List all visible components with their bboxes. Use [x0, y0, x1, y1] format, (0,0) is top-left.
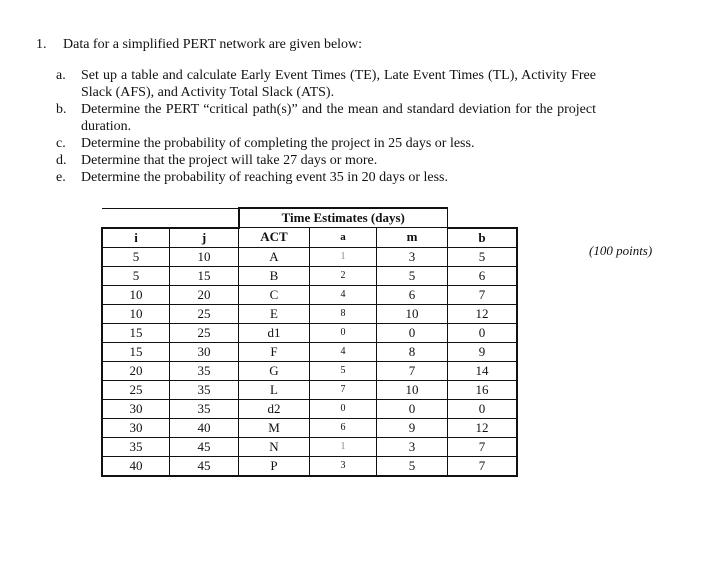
cell-act: d1 [239, 323, 310, 342]
cell-m: 10 [377, 304, 448, 323]
cell-j: 15 [170, 266, 239, 285]
cell-a: 6 [310, 418, 377, 437]
cell-m: 7 [377, 361, 448, 380]
part-a [56, 67, 596, 101]
cell-i: 10 [102, 304, 170, 323]
points-label: (100 points) [589, 243, 653, 258]
part-letter: b. [56, 102, 67, 117]
table-row [102, 304, 517, 323]
cell-i: 5 [102, 266, 170, 285]
part-e [56, 169, 596, 186]
blank-header-cell [448, 208, 518, 228]
question-number: 1. [36, 37, 47, 52]
cell-act: E [239, 304, 310, 323]
question-text: Data for a simplified PERT network are given below: [63, 37, 363, 52]
header-act: ACT [239, 228, 310, 248]
header-a: a [310, 228, 377, 248]
cell-act: F [239, 342, 310, 361]
cell-a: 0 [310, 323, 377, 342]
cell-i: 20 [102, 361, 170, 380]
cell-a: 1 [310, 247, 377, 266]
cell-act: B [239, 266, 310, 285]
cell-i: 15 [102, 342, 170, 361]
cell-b: 7 [448, 285, 518, 304]
blank-header-cell [102, 208, 170, 228]
cell-a: 3 [310, 456, 377, 476]
part-text: Determine that the project will take 27 days or more. [81, 153, 378, 168]
cell-b: 6 [448, 266, 518, 285]
cell-b: 16 [448, 380, 518, 399]
cell-a: 4 [310, 285, 377, 304]
cell-a: 7 [310, 380, 377, 399]
pert-data-table [101, 207, 518, 477]
cell-b: 0 [448, 399, 518, 418]
table-row [102, 247, 517, 266]
cell-m: 0 [377, 323, 448, 342]
cell-b: 0 [448, 323, 518, 342]
cell-i: 15 [102, 323, 170, 342]
part-letter: d. [56, 153, 67, 168]
cell-j: 20 [170, 285, 239, 304]
cell-i: 25 [102, 380, 170, 399]
header-j: j [170, 228, 239, 248]
question-parts-list [56, 67, 596, 186]
cell-a: 0 [310, 399, 377, 418]
table-row [102, 266, 517, 285]
cell-j: 35 [170, 399, 239, 418]
table-super-header-row [102, 208, 517, 228]
cell-i: 5 [102, 247, 170, 266]
table-row [102, 342, 517, 361]
cell-b: 12 [448, 418, 518, 437]
cell-m: 6 [377, 285, 448, 304]
cell-j: 30 [170, 342, 239, 361]
cell-act: P [239, 456, 310, 476]
cell-b: 14 [448, 361, 518, 380]
part-letter: e. [56, 170, 66, 185]
cell-j: 45 [170, 437, 239, 456]
cell-b: 5 [448, 247, 518, 266]
cell-b: 7 [448, 437, 518, 456]
cell-j: 10 [170, 247, 239, 266]
cell-i: 30 [102, 418, 170, 437]
cell-act: L [239, 380, 310, 399]
part-letter: a. [56, 68, 66, 83]
part-letter: c. [56, 136, 66, 151]
cell-j: 25 [170, 304, 239, 323]
cell-m: 3 [377, 247, 448, 266]
cell-j: 25 [170, 323, 239, 342]
table-header-row [102, 228, 517, 248]
header-b: b [448, 228, 518, 248]
cell-act: G [239, 361, 310, 380]
cell-a: 4 [310, 342, 377, 361]
cell-a: 5 [310, 361, 377, 380]
cell-m: 3 [377, 437, 448, 456]
question-heading [36, 37, 362, 53]
table-row [102, 456, 517, 476]
cell-a: 1 [310, 437, 377, 456]
cell-i: 40 [102, 456, 170, 476]
cell-a: 8 [310, 304, 377, 323]
cell-act: C [239, 285, 310, 304]
table-row [102, 418, 517, 437]
part-text: Set up a table and calculate Early Event Times (TE), Late Event Times (TL), Activity Free Slack (AFS), and Activity Total Slack (ATS). [81, 68, 596, 100]
table-row [102, 380, 517, 399]
cell-act: N [239, 437, 310, 456]
cell-i: 30 [102, 399, 170, 418]
table-row [102, 437, 517, 456]
cell-a: 2 [310, 266, 377, 285]
table-row [102, 323, 517, 342]
cell-m: 5 [377, 266, 448, 285]
cell-i: 35 [102, 437, 170, 456]
blank-header-cell [170, 208, 239, 228]
cell-m: 9 [377, 418, 448, 437]
cell-act: d2 [239, 399, 310, 418]
cell-j: 40 [170, 418, 239, 437]
part-d [56, 152, 596, 169]
part-text: Determine the PERT “critical path(s)” and the mean and standard deviation for the project duration. [81, 102, 596, 134]
cell-b: 9 [448, 342, 518, 361]
part-b [56, 101, 596, 135]
cell-b: 7 [448, 456, 518, 476]
table-row [102, 361, 517, 380]
cell-b: 12 [448, 304, 518, 323]
part-text: Determine the probability of reaching event 35 in 20 days or less. [81, 170, 449, 185]
cell-m: 8 [377, 342, 448, 361]
cell-i: 10 [102, 285, 170, 304]
cell-m: 0 [377, 399, 448, 418]
cell-m: 10 [377, 380, 448, 399]
table-row [102, 399, 517, 418]
cell-act: M [239, 418, 310, 437]
cell-j: 35 [170, 361, 239, 380]
time-estimates-header: Time Estimates (days) [239, 208, 448, 228]
header-i: i [102, 228, 170, 248]
cell-j: 35 [170, 380, 239, 399]
cell-act: A [239, 247, 310, 266]
table-row [102, 285, 517, 304]
header-m: m [377, 228, 448, 248]
part-text: Determine the probability of completing the project in 25 days or less. [81, 136, 475, 151]
cell-m: 5 [377, 456, 448, 476]
cell-j: 45 [170, 456, 239, 476]
part-c [56, 135, 596, 152]
